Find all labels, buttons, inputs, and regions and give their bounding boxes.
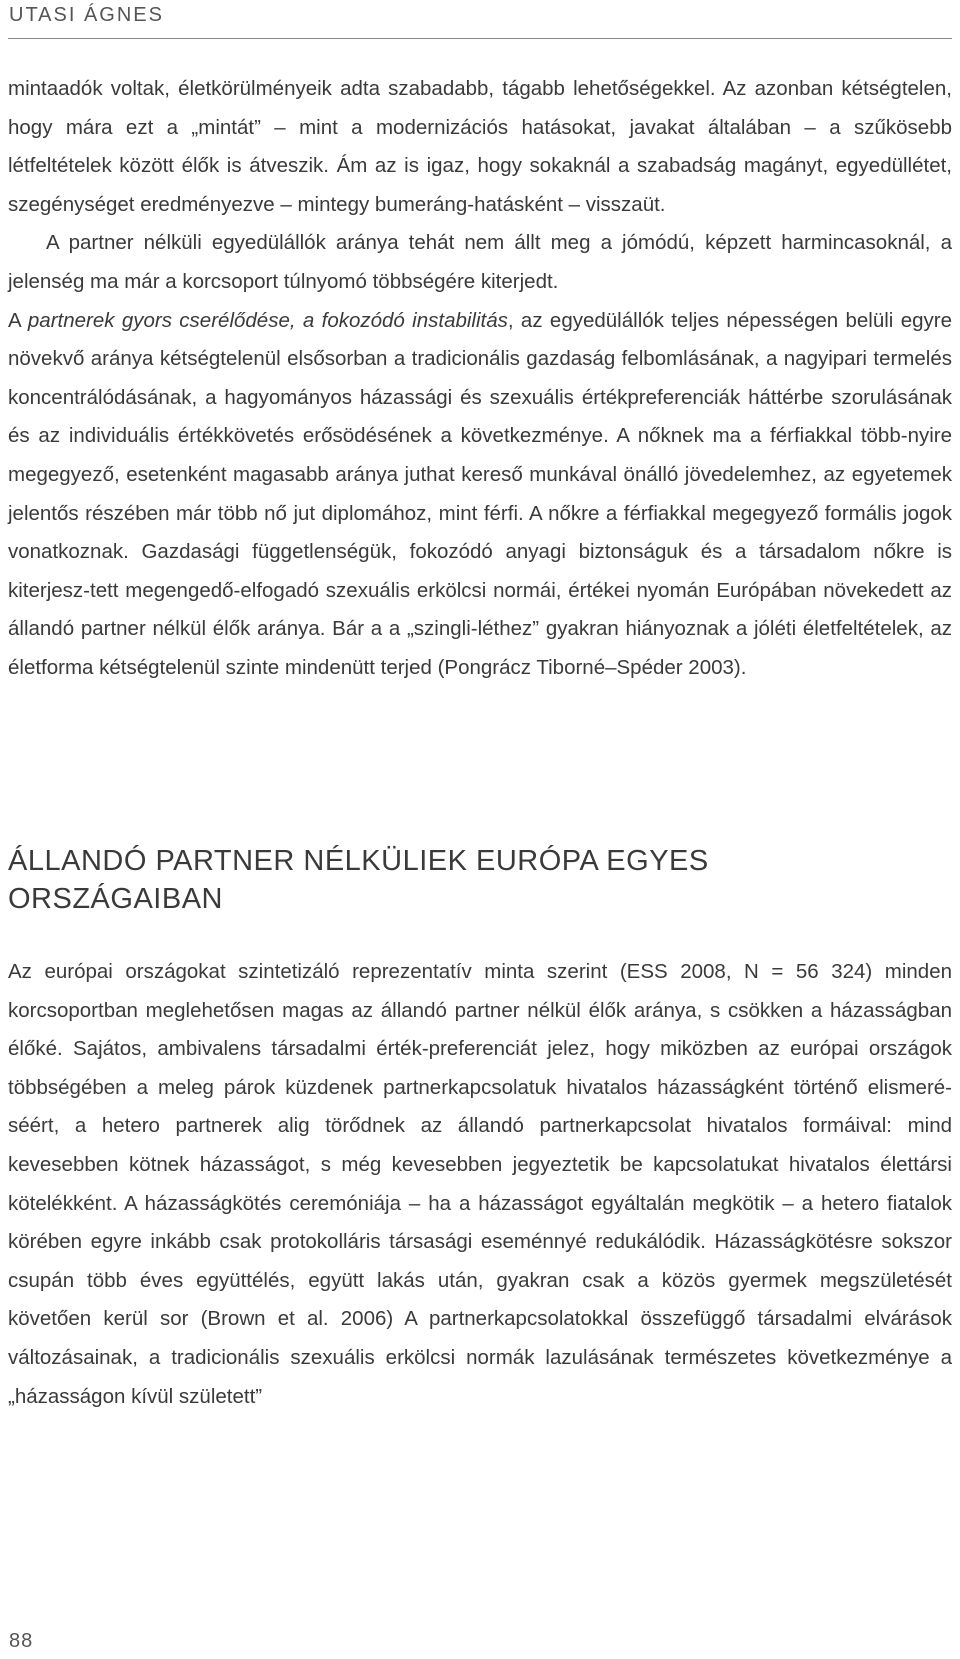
- running-head: UTASI ÁGNES: [9, 4, 164, 26]
- paragraph-continued: mintaadók voltak, életkörülményeik adta szabadabb, tágabb lehetőségekkel. Az azonban kétségtelen, hogy mára ezt a „mintát” – mint a modernizációs hatásokat, javakat általában – a szűkösebb létfeltételek között élők is átveszik. Ám az is igaz, hogy sokaknál a szabadság magányt, egyedüllétet, szegénységet eredményezve – mintegy bumeráng-hatásként – visszaüt.: [8, 77, 952, 216]
- italic-phrase: partnerek gyors cserélődése, a fokozódó instabilitás: [27, 308, 508, 332]
- text-block-1: [8, 70, 952, 688]
- paragraph: Az európai országokat szintetizáló reprezentatív minta szerint (ESS 2008, N = 56 324) minden korcsoportban meglehetősen magas az állandó partner nélkül élők aránya, s csökken a házasságban élőké. Sajátos, ambivalens társadalmi érték-preferenciát jelez, hogy miközben az európai országok többségében a meleg párok küzdenek partnerkapcsolatuk hivatalos házasságként történő elismeré-séért, a hetero partnerek alig törődnek az állandó partnerkapcsolat hivatalos formáival: mind kevesebben kötnek házasságot, s még kevesebben jegyeztetik be kapcsolatukat hivatalos élettársi kötelékként. A házasságkötés ceremóniája – ha a házasságot egyáltalán megkötik – a hetero fiatalok körében egyre inkább csak protokolláris társasági eseménnyé redukálódik. Házasságkötésre sokszor csupán több éves együttélés, együtt lakás után, gyakran csak a közös gyermek megszületését követően kerül sor (Brown et al. 2006) A partnerkapcsolatokkal összefüggő társadalmi elvárások változásainak, a tradicionális szexuális erkölcsi normák lazulásának természetes következménye a „házasságon kívül született”: [8, 960, 952, 1408]
- section-heading: ÁLLANDÓ PARTNER NÉLKÜLIEK EURÓPA EGYES ORSZÁGAIBAN: [8, 845, 709, 915]
- paragraph-rest: , az egyedülállók teljes népességen belüli egyre növekvő aránya kétségtelenül elsősorban a tradicionális gazdaság felbomlásának, a nagyipari termelés koncentrálódásának, a hagyományos házassági és szexuális értékpreferenciák háttérbe szorulásának és az individuális értékkövetés erősödésének a következménye. A nőknek ma a férfiakkal több-nyire megegyező, esetenként magasabb aránya juthat kereső munkával önálló jövedelemhez, az egyetemek jelentős részében már több nő jut diplomához, mint férfi. A nőkre a férfiakkal megegyező formális jogok vonatkoznak. Gazdasági függetlenségük, fokozódó anyagi biztonságuk és a társadalom nőkre is kiterjesz-tett megengedő-elfogadó szexuális erkölcsi normái, értékei nyomán Európában növekedett az állandó partner nélkül élők aránya. Bár a a „szingli-léthez” gyakran hiányoznak a jóléti életfeltételek, az életforma kétségtelenül szinte mindenütt terjed (Pongrácz Tiborné–Spéder 2003).: [8, 308, 952, 679]
- text-block-2: [8, 953, 952, 1416]
- paragraph-lead: A: [8, 308, 28, 332]
- paragraph-with-emphasis: [8, 302, 952, 688]
- page-number: 88: [9, 1630, 34, 1652]
- paragraph: A partner nélküli egyedülállók aránya tehát nem állt meg a jómódú, képzett harmincasoknál, a jelenség ma már a korcsoport túlnyomó többségére kiterjedt.: [8, 231, 952, 293]
- header-rule: [8, 38, 952, 39]
